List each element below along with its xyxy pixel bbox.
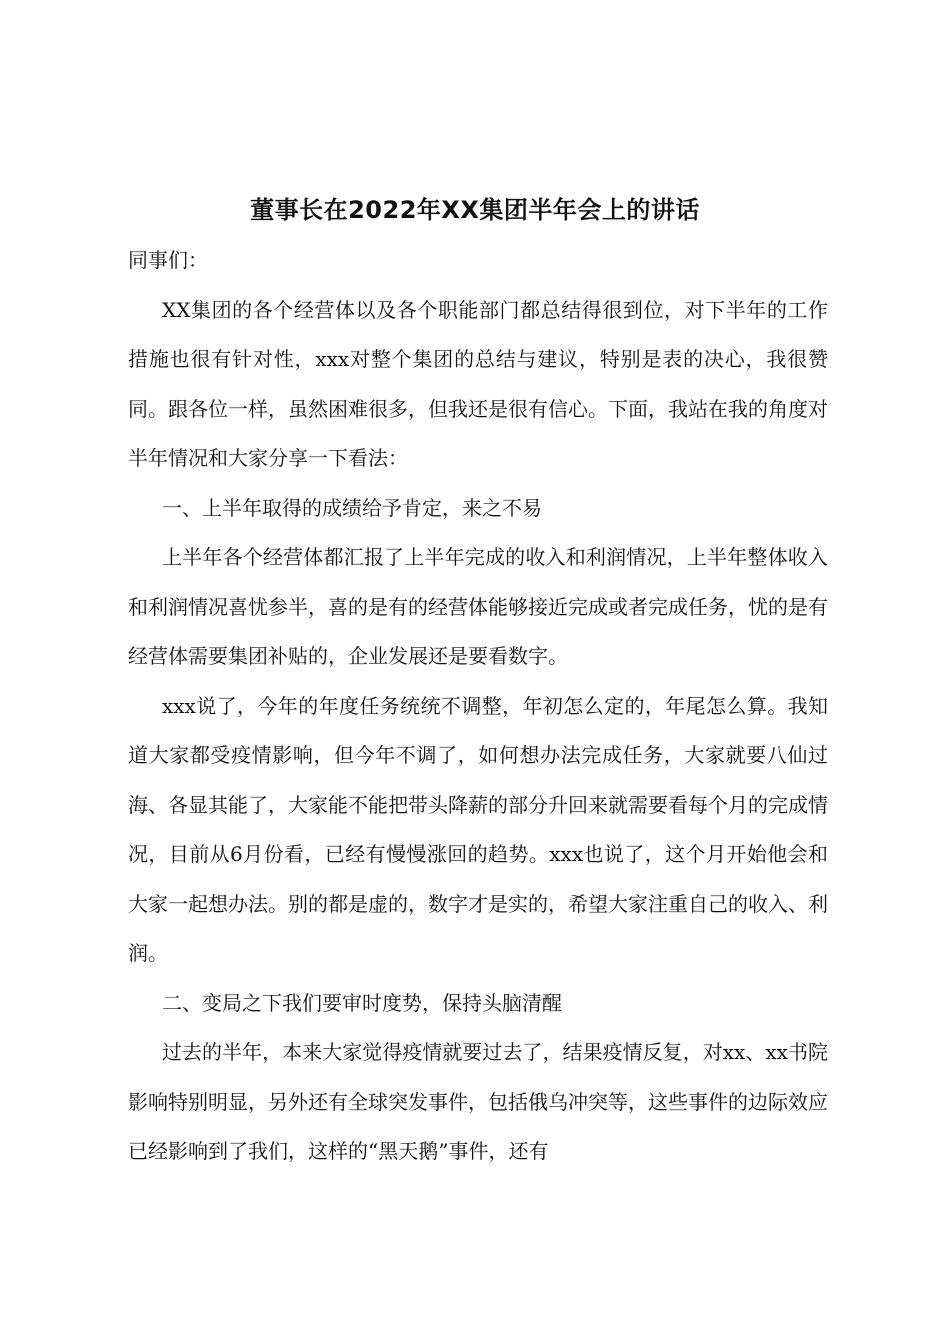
- document-title: 董事长在2022年XX集团半年会上的讲话: [250, 196, 700, 224]
- section-heading-1: 一、上半年取得的成绩给予肯定，来之不易: [162, 495, 542, 520]
- paragraph-section-2a: 过去的半年，本来大家觉得疫情就要过去了，结果疫情反复，对xx、xx书院影响特别明显，另外还有全球突发事件，包括俄乌冲突等，这些事件的边际效应已经影响到了我们，这样的“黑天鹅”事件，还有: [128, 1040, 828, 1163]
- paragraph-section-1b: xxx说了，今年的年度任务统统不调整，年初怎么定的，年尾怎么算。我知道大家都受疫情影响，但今年不调了，如何想办法完成任务，大家就要八仙过海、各显其能了，大家能不能把带头降薪的部分升回来就需要看每个月的完成情况，目前从6月份看，已经有慢慢涨回的趋势。xxx也说了，这个月开始他会和大家一起想办法。别的都是虚的，数字才是实的，希望大家注重自己的收入、利润。: [128, 693, 828, 965]
- document-body: [128, 236, 828, 1177]
- paragraph-section-1a: 上半年各个经营体都汇报了上半年完成的收入和利润情况，上半年整体收入和利润情况喜忧参半，喜的是有的经营体能够接近完成或者完成任务，忧的是有经营体需要集团补贴的，企业发展还是要看数字。: [128, 545, 828, 668]
- salutation: 同事们：: [128, 248, 208, 272]
- paragraph-intro: XX集团的各个经营体以及各个职能部门都总结得很到位，对下半年的工作措施也很有针对性，xxx对整个集团的总结与建议，特别是表的决心，我很赞同。跟各位一样，虽然困难很多，但我还是很有信心。下面，我站在我的角度对半年情况和大家分享一下看法：: [128, 297, 828, 470]
- section-heading-2: 二、变局之下我们要审时度势，保持头脑清醒: [162, 990, 562, 1015]
